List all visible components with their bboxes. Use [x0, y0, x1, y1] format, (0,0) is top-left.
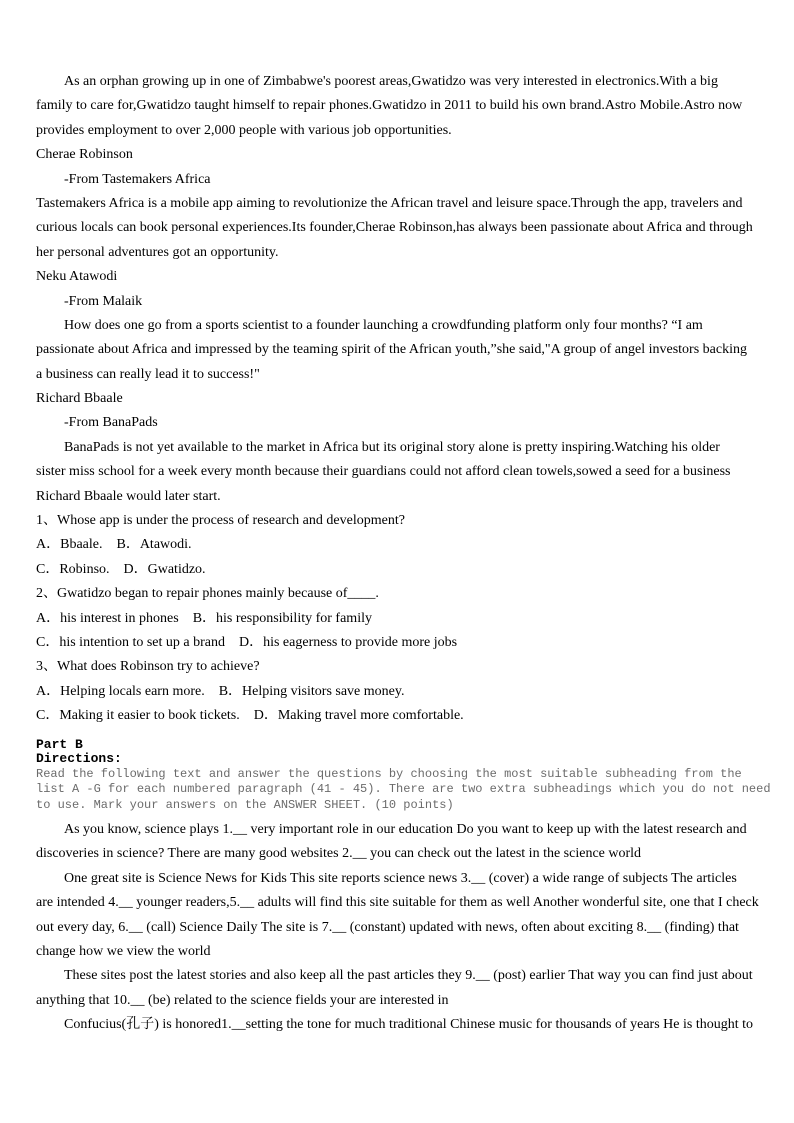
passage-line: family to care for,Gwatidzo taught himself to repair phones.Gwatidzo in 2011 to build his own brand.Astro Mobile.Astro now: [36, 98, 743, 114]
cloze-line: discoveries in science? There are many good websites 2.__ you can check out the latest in the science world: [36, 846, 642, 862]
question-2-stem: 2、Gwatidzo began to repair phones mainly because of____.: [36, 586, 379, 602]
cloze-line: out every day, 6.__ (call) Science Daily The site is 7.__ (constant) updated with news, often about exciting 8.__ (finding) that: [36, 919, 739, 935]
passage-line: curious locals can book personal experiences.Its founder,Cherae Robinson,has always been passionate about Africa and through: [36, 220, 753, 236]
passage-line: a business can really lead it to success!": [36, 366, 260, 382]
passage-line: Tastemakers Africa is a mobile app aiming to revolutionize the African travel and leisure space.Through the app, travelers and: [36, 195, 743, 211]
cloze-line: anything that 10.__ (be) related to the science fields your are interested in: [36, 992, 449, 1008]
directions-line: to use. Mark your answers on the ANSWER SHEET. (10 points): [36, 798, 454, 813]
cloze-line: As you know, science plays 1.__ very important role in our education Do you want to keep up with the latest research and: [64, 821, 747, 837]
cloze-line: Confucius(孔子) is honored1.__setting the tone for much traditional Chinese music for thousands of years He is thought to: [64, 1017, 753, 1033]
part-b-heading: Part B: [36, 736, 83, 752]
founder-name-bbaale: Richard Bbaale: [36, 391, 123, 407]
passage-line: BanaPads is not yet available to the market in Africa but its original story alone is pretty inspiring.Watching his older: [64, 439, 720, 455]
directions-label: Directions:: [36, 751, 122, 767]
question-2-options-ab: A．his interest in phones B．his responsibility for family: [36, 610, 372, 626]
question-3-options-cd: C．Making it easier to book tickets. D．Making travel more comfortable.: [36, 708, 464, 724]
passage-line: provides employment to over 2,000 people with various job opportunities.: [36, 122, 452, 138]
cloze-line: are intended 4.__ younger readers,5.__ adults will find this site suitable for them as well Another wonderful site, one that I check: [36, 895, 759, 911]
reading-passage-section: [36, 70, 758, 729]
source-line-banapads: -From BanaPads: [64, 415, 158, 431]
directions-line: Read the following text and answer the questions by choosing the most suitable subheading from the: [36, 766, 742, 781]
source-line-tastemakers: -From Tastemakers Africa: [64, 171, 211, 187]
cloze-section: [36, 818, 758, 1038]
passage-line: How does one go from a sports scientist to a founder launching a crowdfunding platform only four months? “I am: [64, 317, 703, 333]
question-1-options-ab: A．Bbaale. B．Atawodi.: [36, 537, 192, 553]
question-3-options-ab: A．Helping locals earn more. B．Helping visitors save money.: [36, 683, 405, 699]
cloze-line: These sites post the latest stories and also keep all the past articles they 9.__ (post) earlier That way you can find just about: [64, 968, 753, 984]
question-2-options-cd: C．his intention to set up a brand D．his eagerness to provide more jobs: [36, 634, 458, 650]
founder-name-robinson: Cherae Robinson: [36, 147, 133, 163]
part-b-section: [36, 736, 771, 814]
question-1-stem: 1、Whose app is under the process of research and development?: [36, 513, 405, 529]
question-3-stem: 3、What does Robinson try to achieve?: [36, 659, 260, 675]
founder-name-atawodi: Neku Atawodi: [36, 269, 118, 285]
passage-line: sister miss school for a week every month because their guardians could not afford clean towels,sowed a seed for a business: [36, 464, 731, 480]
passage-line: her personal adventures got an opportunity.: [36, 244, 279, 260]
source-line-malaik: -From Malaik: [64, 293, 143, 309]
question-1-options-cd: C．Robinso. D．Gwatidzo.: [36, 561, 206, 577]
cloze-line: One great site is Science News for Kids This site reports science news 3.__ (cover) a wide range of subjects The articles: [64, 870, 737, 886]
passage-line: passionate about Africa and impressed by the teaming spirit of the African youth,”she said,"A group of angel investors backing: [36, 342, 747, 358]
cloze-line: change how we view the world: [36, 943, 211, 959]
passage-line: As an orphan growing up in one of Zimbabwe's poorest areas,Gwatidzo was very interested in electronics.With a big: [64, 74, 718, 89]
document-page: [36, 70, 771, 1037]
directions-line: list A -G for each numbered paragraph (41 - 45). There are two extra subheadings which you do not need: [36, 782, 771, 797]
passage-line: Richard Bbaale would later start.: [36, 488, 221, 504]
